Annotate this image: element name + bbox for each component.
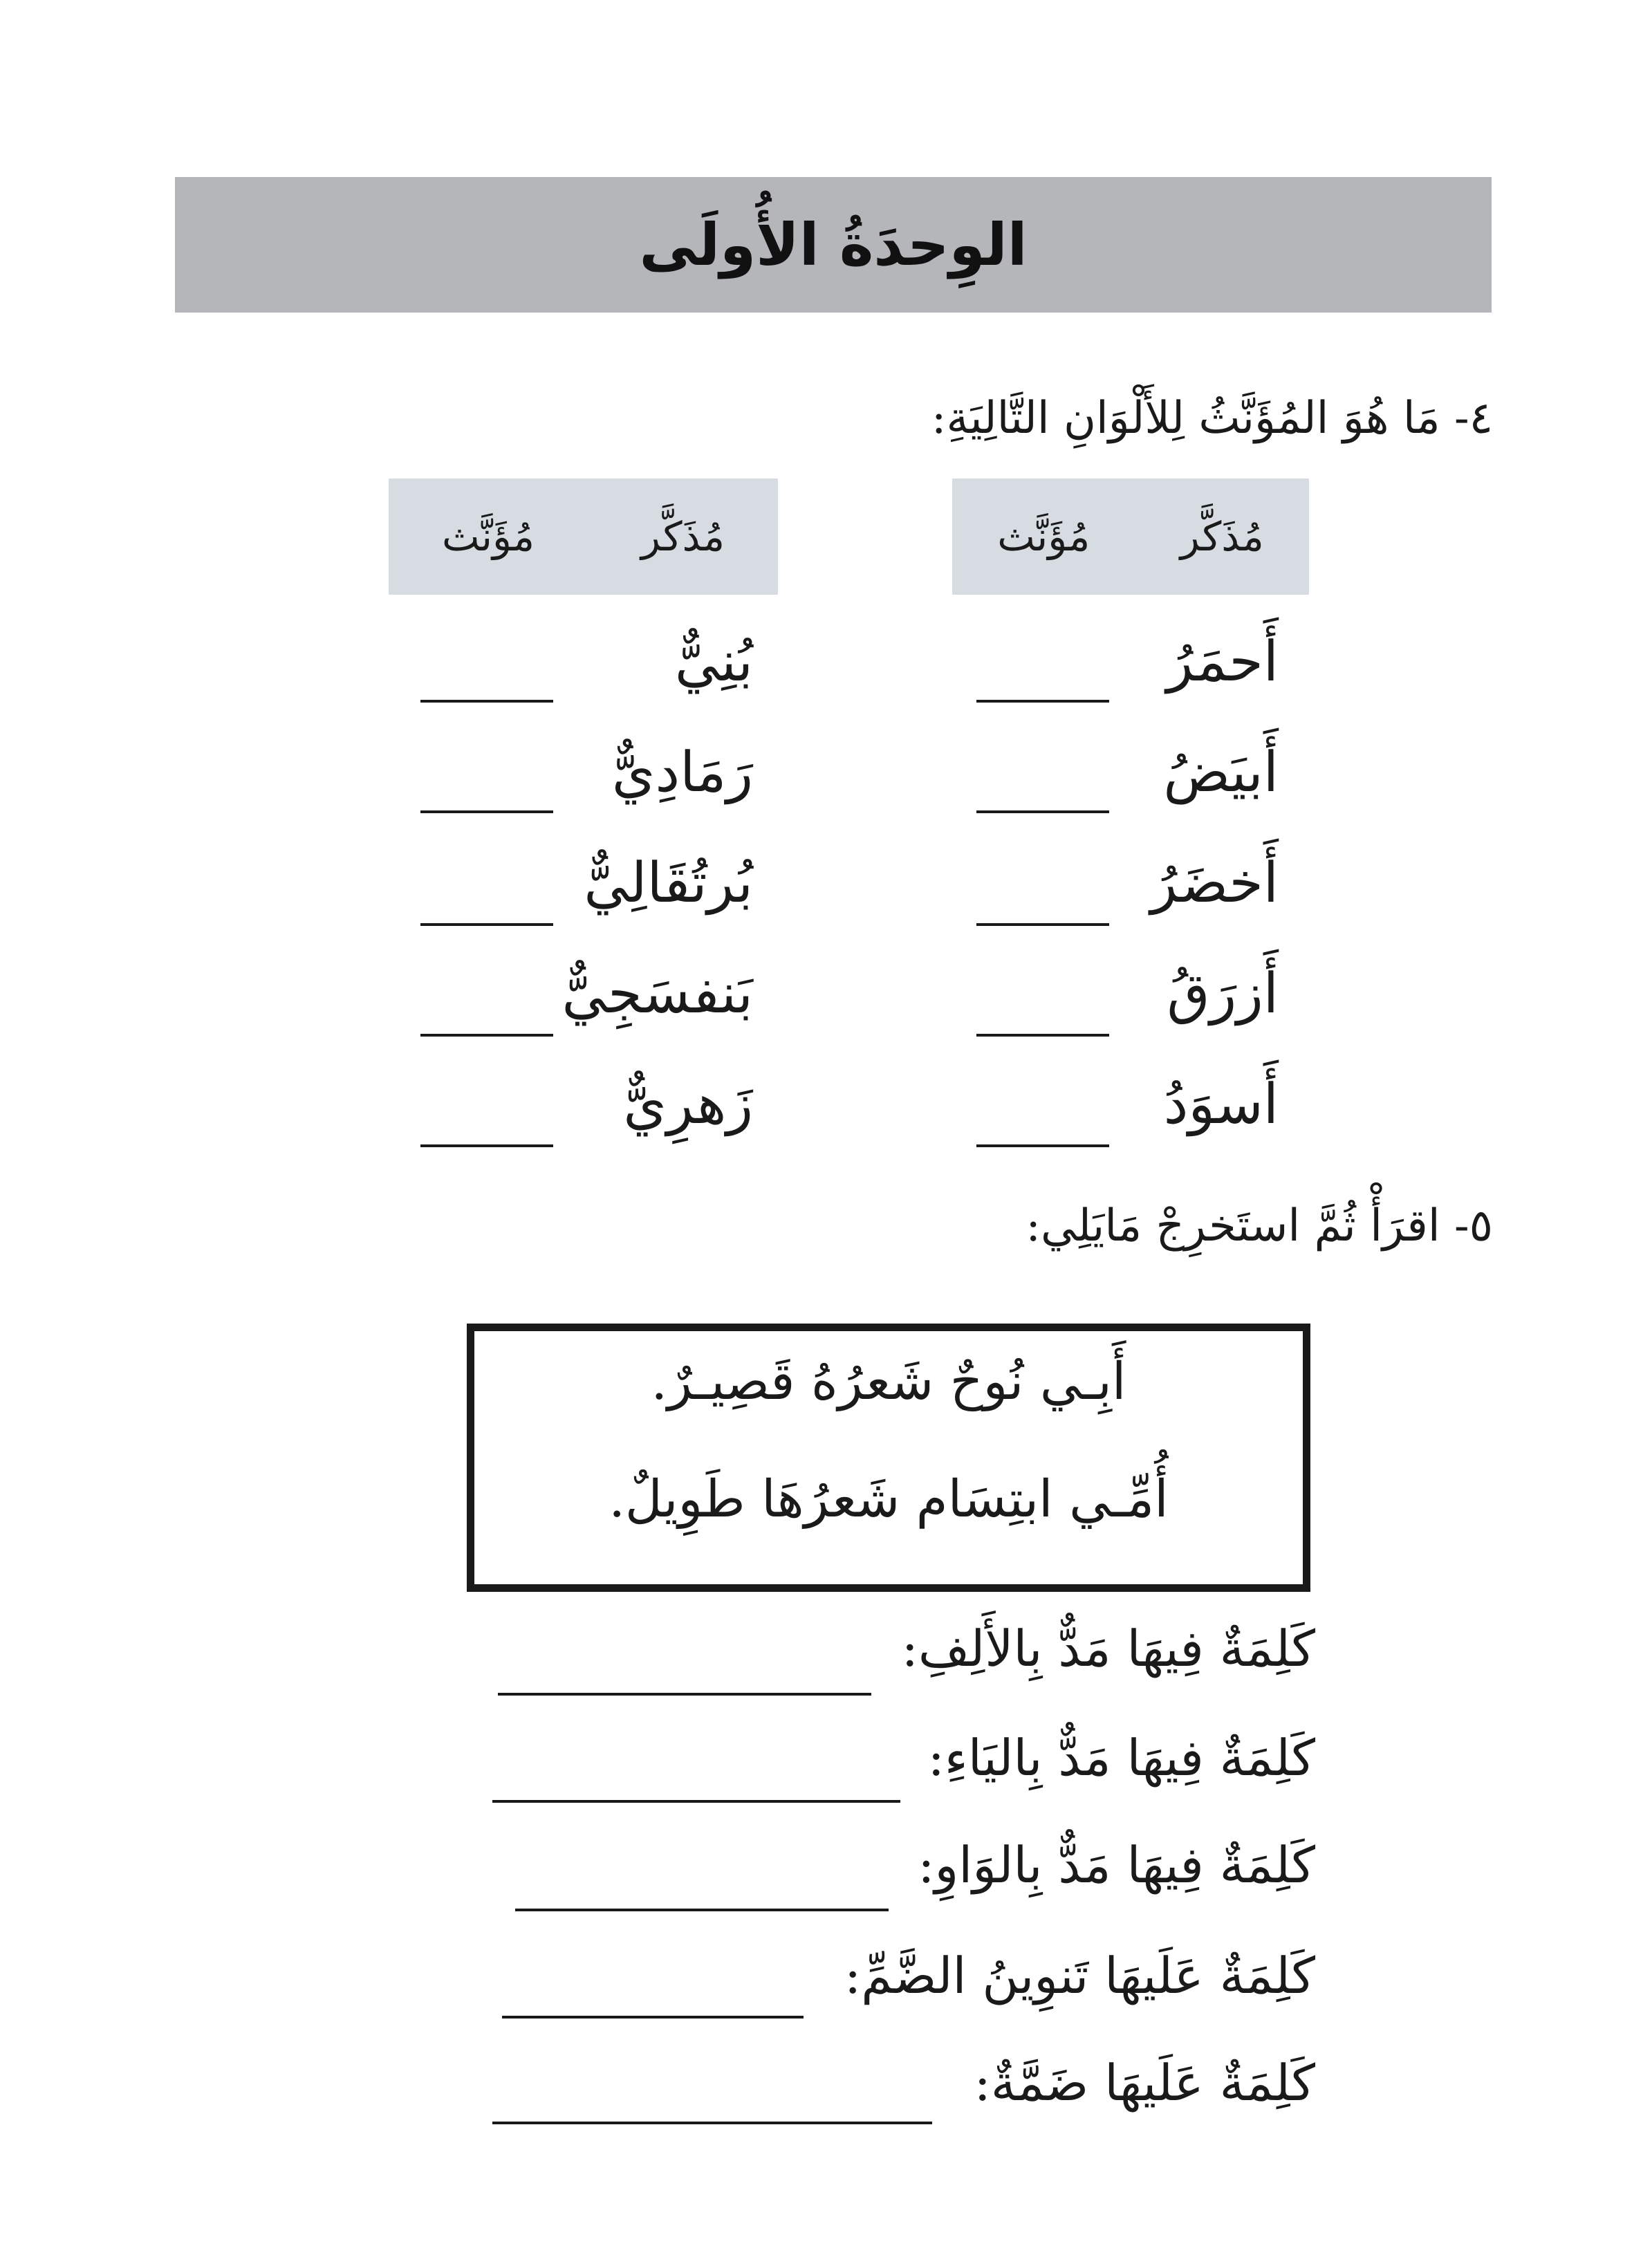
answer-blank[interactable] — [976, 1144, 1109, 1147]
extract-prompt: كَلِمَةٌ فِيهَا مَدٌّ بِاليَاءِ: — [927, 1729, 1315, 1787]
answer-blank[interactable] — [502, 2016, 804, 2019]
answer-blank[interactable] — [420, 700, 553, 703]
answer-blank[interactable] — [420, 810, 553, 813]
reading-passage-box — [467, 1324, 1310, 1592]
answer-blank[interactable] — [498, 1693, 871, 1696]
answer-blank[interactable] — [420, 1144, 553, 1147]
color-word: أَزرَقُ — [1167, 961, 1279, 1026]
color-word: زَهرِيٌّ — [623, 1072, 753, 1136]
header-feminine: مُؤَنَّث — [997, 513, 1090, 560]
answer-blank[interactable] — [976, 700, 1109, 703]
extract-prompt: كَلِمَةٌ عَلَيهَا تَنوِينُ الضَّمِّ: — [844, 1947, 1315, 2005]
extract-prompt: كَلِمَةٌ فِيهَا مَدٌّ بِالأَلِفِ: — [901, 1620, 1315, 1678]
column-header-left — [389, 479, 778, 595]
answer-blank[interactable] — [976, 923, 1109, 926]
header-feminine: مُؤَنَّث — [441, 513, 535, 560]
color-word: بُرتُقَالِيٌّ — [584, 851, 753, 915]
header-masculine: مُذَكَّر — [640, 513, 725, 560]
passage-line: أُمِّـي ابتِسَام شَعرُهَا طَوِيلٌ. — [609, 1469, 1169, 1529]
header-masculine: مُذَكَّر — [1180, 513, 1264, 560]
answer-blank[interactable] — [976, 810, 1109, 813]
question-4-title: ٤- مَا هُوَ المُؤَنَّثُ لِلأَلْوَانِ التَّالِيَةِ: — [931, 393, 1493, 444]
answer-blank[interactable] — [492, 1800, 900, 1803]
color-word: أَخضَرُ — [1150, 851, 1279, 915]
extract-prompt: كَلِمَةٌ عَلَيهَا ضَمَّةٌ: — [974, 2054, 1315, 2112]
answer-blank[interactable] — [976, 1034, 1109, 1037]
color-word: أَبيَضُ — [1163, 740, 1279, 804]
answer-blank[interactable] — [420, 923, 553, 926]
color-word: رَمَادِيٌّ — [611, 740, 753, 804]
answer-blank[interactable] — [492, 2122, 932, 2124]
extract-prompt: كَلِمَةٌ فِيهَا مَدٌّ بِالوَاوِ: — [918, 1836, 1315, 1894]
unit-title: الوِحدَةُ الأُولَى — [639, 211, 1028, 279]
color-word: بُنِيٌّ — [674, 629, 753, 694]
color-word: أَحمَرُ — [1166, 629, 1279, 694]
column-header-right — [952, 479, 1309, 595]
question-5-title: ٥- اقرَأْ ثُمَّ استَخرِجْ مَايَلِي: — [1025, 1200, 1493, 1252]
color-word: أَسوَدُ — [1163, 1072, 1279, 1136]
color-word: بَنفسَجِيٌّ — [562, 961, 753, 1026]
passage-line: أَبِـي نُوحٌ شَعرُهُ قَصِيـرٌ. — [651, 1352, 1126, 1411]
answer-blank[interactable] — [515, 1909, 889, 1911]
unit-title-banner — [175, 177, 1492, 313]
answer-blank[interactable] — [420, 1034, 553, 1037]
